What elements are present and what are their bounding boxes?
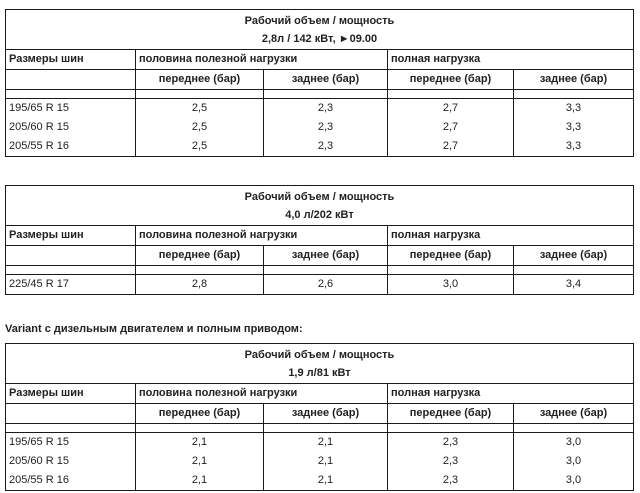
rear-half-value: 2,3 bbox=[264, 118, 388, 137]
table-title: Рабочий объем / мощность bbox=[244, 15, 395, 27]
engine-spec: 4,0 л/202 кВт bbox=[285, 209, 354, 221]
tire-size-header: Размеры шин bbox=[6, 50, 136, 69]
front-half-value: 2,1 bbox=[136, 452, 264, 471]
pressure-table-2 bbox=[5, 185, 634, 295]
rear-full-value: 3,0 bbox=[565, 474, 582, 486]
pressure-table-1 bbox=[5, 9, 634, 157]
table-title: Рабочий объем / мощность bbox=[244, 191, 395, 203]
rear-half-header: заднее (бар) bbox=[264, 70, 388, 89]
rear-full-header: заднее (бар) bbox=[539, 407, 608, 419]
table-row bbox=[6, 275, 633, 294]
spacer-row bbox=[6, 266, 633, 275]
spacer-row bbox=[6, 424, 633, 433]
front-half-value: 2,5 bbox=[136, 99, 264, 118]
empty-cell bbox=[6, 70, 136, 89]
empty-cell bbox=[6, 404, 136, 423]
rear-half-header: заднее (бар) bbox=[264, 246, 388, 265]
load-header-row bbox=[6, 384, 633, 404]
rear-half-value: 2,1 bbox=[264, 433, 388, 452]
engine-spec: 2,8л / 142 кВт, ►09.00 bbox=[261, 33, 378, 45]
front-half-value: 2,1 bbox=[136, 433, 264, 452]
rear-full-value: 3,0 bbox=[565, 436, 582, 448]
tire-size-header: Размеры шин bbox=[6, 384, 136, 403]
full-load-header: полная нагрузка bbox=[391, 387, 481, 399]
rear-half-value: 2,3 bbox=[264, 137, 388, 156]
half-load-header: половина полезной нагрузки bbox=[136, 50, 388, 69]
rear-full-header: заднее (бар) bbox=[539, 73, 608, 85]
axle-header-row bbox=[6, 246, 633, 266]
front-full-value: 2,3 bbox=[388, 471, 514, 490]
front-half-header: переднее (бар) bbox=[136, 246, 264, 265]
table-header bbox=[6, 186, 633, 226]
front-half-value: 2,5 bbox=[136, 137, 264, 156]
front-full-value: 2,3 bbox=[388, 452, 514, 471]
rear-half-header: заднее (бар) bbox=[264, 404, 388, 423]
half-load-header: половина полезной нагрузки bbox=[136, 384, 388, 403]
rear-full-header: заднее (бар) bbox=[539, 249, 608, 261]
rear-full-value: 3,3 bbox=[565, 140, 582, 152]
front-full-header: переднее (бар) bbox=[388, 70, 514, 89]
tire-size: 205/60 R 15 bbox=[6, 452, 136, 471]
load-header-row bbox=[6, 226, 633, 246]
rear-half-value: 2,6 bbox=[264, 275, 388, 294]
rear-full-value: 3,3 bbox=[565, 102, 582, 114]
front-half-value: 2,1 bbox=[136, 471, 264, 490]
front-half-header: переднее (бар) bbox=[136, 404, 264, 423]
rear-full-value: 3,4 bbox=[565, 278, 582, 290]
rear-half-value: 2,1 bbox=[264, 452, 388, 471]
variant-note: Variant с дизельным двигателем и полным приводом: bbox=[5, 323, 303, 335]
axle-header-row bbox=[6, 404, 633, 424]
engine-spec: 1,9 л/81 кВт bbox=[288, 367, 351, 379]
table-title: Рабочий объем / мощность bbox=[244, 349, 395, 361]
tire-size: 195/65 R 15 bbox=[6, 99, 136, 118]
full-load-header: полная нагрузка bbox=[391, 229, 481, 241]
tire-size: 205/60 R 15 bbox=[6, 118, 136, 137]
rear-full-value: 3,3 bbox=[565, 121, 582, 133]
tire-size-header: Размеры шин bbox=[6, 226, 136, 245]
rear-full-value: 3,0 bbox=[565, 455, 582, 467]
empty-cell bbox=[6, 246, 136, 265]
front-full-header: переднее (бар) bbox=[388, 246, 514, 265]
half-load-header: половина полезной нагрузки bbox=[136, 226, 388, 245]
table-row bbox=[6, 433, 633, 452]
tire-size: 205/55 R 16 bbox=[6, 137, 136, 156]
table-row bbox=[6, 118, 633, 137]
front-full-value: 3,0 bbox=[388, 275, 514, 294]
tire-size: 205/55 R 16 bbox=[6, 471, 136, 490]
table-row bbox=[6, 471, 633, 490]
axle-header-row bbox=[6, 70, 633, 90]
front-full-header: переднее (бар) bbox=[388, 404, 514, 423]
front-full-value: 2,7 bbox=[388, 99, 514, 118]
front-half-value: 2,5 bbox=[136, 118, 264, 137]
front-half-header: переднее (бар) bbox=[136, 70, 264, 89]
table-row bbox=[6, 137, 633, 156]
table-row bbox=[6, 99, 633, 118]
front-full-value: 2,3 bbox=[388, 433, 514, 452]
table-header bbox=[6, 344, 633, 384]
tire-size: 225/45 R 17 bbox=[6, 275, 136, 294]
front-half-value: 2,8 bbox=[136, 275, 264, 294]
load-header-row bbox=[6, 50, 633, 70]
full-load-header: полная нагрузка bbox=[391, 53, 481, 65]
table-header bbox=[6, 10, 633, 50]
front-full-value: 2,7 bbox=[388, 137, 514, 156]
rear-half-value: 2,3 bbox=[264, 99, 388, 118]
front-full-value: 2,7 bbox=[388, 118, 514, 137]
rear-half-value: 2,1 bbox=[264, 471, 388, 490]
spacer-row bbox=[6, 90, 633, 99]
pressure-table-3 bbox=[5, 343, 634, 491]
tire-size: 195/65 R 15 bbox=[6, 433, 136, 452]
table-row bbox=[6, 452, 633, 471]
